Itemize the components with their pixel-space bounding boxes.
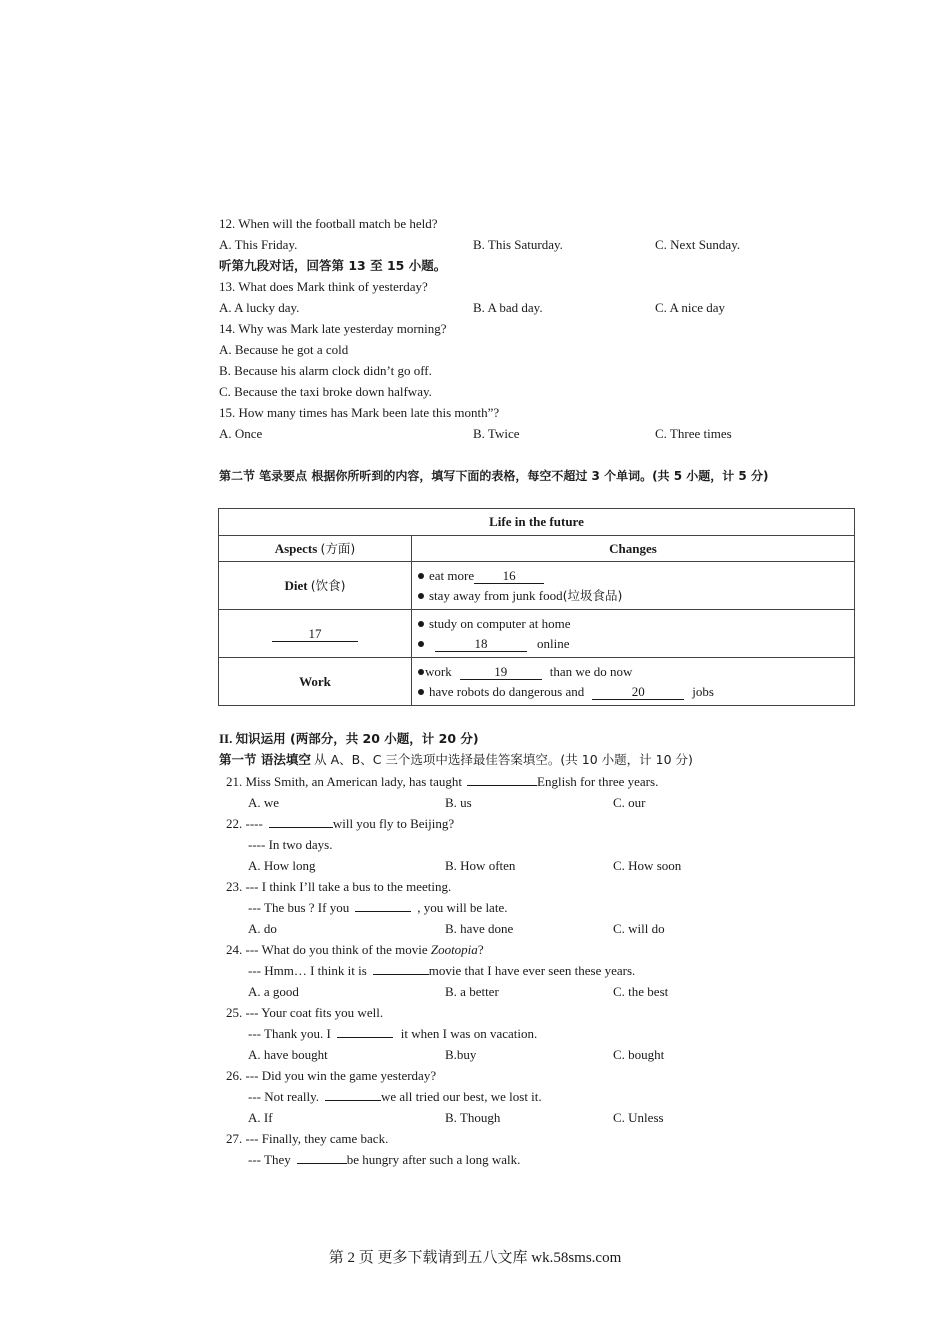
q24-line2-pre: --- Hmm… I think it is <box>248 963 367 978</box>
part-2-heading <box>219 731 479 747</box>
q27-post: be hungry after such a long walk. <box>346 1152 521 1167</box>
study-line-1 <box>418 614 848 634</box>
q27-pre: --- They <box>248 1152 291 1167</box>
q27-blank[interactable] <box>297 1163 347 1164</box>
q22-option-c: C. How soon <box>613 858 682 873</box>
question-13-stem: 13. What does Mark think of yesterday? <box>219 279 428 294</box>
q15-option-b: B. Twice <box>473 426 520 441</box>
q26-pre: --- Not really. <box>248 1089 319 1104</box>
q23-pre: --- The bus ? If you <box>248 900 350 915</box>
q13-option-c: C. A nice day <box>655 300 726 315</box>
section-1-title: 第一节 语法填空 <box>219 752 311 767</box>
question-26-line-1: 26. --- Did you win the game yesterday? <box>226 1068 437 1083</box>
question-27-line-2 <box>248 1152 520 1168</box>
row-work-label <box>219 658 412 706</box>
question-15-stem: 15. How many times has Mark been late this month”? <box>219 405 500 420</box>
q22-blank[interactable] <box>269 827 333 828</box>
q26-blank[interactable] <box>325 1100 381 1101</box>
q24-option-a: A. a good <box>248 984 299 999</box>
q26-option-a: A. If <box>248 1110 273 1125</box>
q23-blank[interactable] <box>355 911 411 912</box>
study-line-2 <box>418 634 848 654</box>
question-12-stem: 12. When will the football match be held? <box>219 216 438 231</box>
row-study-changes <box>412 610 855 658</box>
section-1-heading <box>219 752 693 768</box>
question-23-line-1: 23. --- I think I’ll take a bus to the meeting. <box>226 879 452 894</box>
row-diet-label <box>219 562 412 610</box>
q22-option-a: A. How long <box>248 858 316 873</box>
q25-option-b: B.buy <box>445 1047 477 1062</box>
q24-option-b: B. a better <box>445 984 499 999</box>
notes-table <box>218 508 855 706</box>
diet-line-1 <box>418 566 848 586</box>
work-line-1-pre: work <box>425 663 452 679</box>
q21-pre: 21. Miss Smith, an American lady, has taught <box>226 774 463 789</box>
q14-option-a: A. Because he got a cold <box>219 342 349 357</box>
q21-option-b: B. us <box>445 795 472 810</box>
blank-17[interactable]: 17 <box>272 627 358 642</box>
part-2-roman: II. <box>219 731 233 746</box>
diet-line-2-cn: (垃圾食品) <box>562 587 623 603</box>
q24-qmark: ? <box>477 942 484 957</box>
table-title: Life in the future <box>219 509 855 536</box>
aspects-label-cn: (方面) <box>320 540 356 556</box>
q25-pre: --- Thank you. I <box>248 1026 331 1041</box>
row-diet-changes <box>412 562 855 610</box>
diet-line-2-text: stay away from junk food <box>429 587 563 603</box>
diet-line-2 <box>418 586 848 606</box>
q24-pre: 24. --- What do you think of the movie <box>226 942 428 957</box>
blank-16[interactable]: 16 <box>474 569 544 584</box>
work-label: Work <box>299 673 331 689</box>
q25-option-a: A. have bought <box>248 1047 328 1062</box>
q24-line2-post: movie that I have ever seen these years. <box>428 963 636 978</box>
work-line-1 <box>418 662 848 682</box>
study-line-1-text: study on computer at home <box>429 615 571 631</box>
blank-20[interactable]: 20 <box>592 685 684 700</box>
q24-blank[interactable] <box>373 974 429 975</box>
q23-option-a: A. do <box>248 921 277 936</box>
question-21-stem <box>226 774 658 790</box>
q14-option-c: C. Because the taxi broke down halfway. <box>219 384 432 399</box>
page-footer: 第 2 页 更多下载请到五八文库 wk.58sms.com <box>328 1250 622 1266</box>
row-study-label <box>219 610 412 658</box>
part-2-title: 知识运用 (两部分，共 20 小题，计 20 分) <box>235 731 479 746</box>
q25-blank[interactable] <box>337 1037 393 1038</box>
q26-post: we all tried our best, we lost it. <box>381 1089 542 1104</box>
q12-option-c: C. Next Sunday. <box>655 237 741 252</box>
question-25-line-1: 25. --- Your coat fits you well. <box>226 1005 384 1020</box>
bullet-icon <box>418 641 424 647</box>
question-27-line-1: 27. --- Finally, they came back. <box>226 1131 389 1146</box>
q21-post: English for three years. <box>537 774 659 789</box>
q22-option-b: B. How often <box>445 858 516 873</box>
question-25-line-2 <box>248 1026 537 1042</box>
diet-line-1-text: eat more <box>429 567 475 583</box>
q15-option-a: A. Once <box>219 426 263 441</box>
aspects-label: Aspects <box>274 540 318 556</box>
q25-option-c: C. bought <box>613 1047 665 1062</box>
q26-option-c: C. Unless <box>613 1110 664 1125</box>
q12-option-b: B. This Saturday. <box>473 237 563 252</box>
question-22-stem <box>226 816 454 832</box>
study-line-2-post: online <box>537 635 570 651</box>
q15-option-c: C. Three times <box>655 426 732 441</box>
question-24-line-1 <box>226 942 484 958</box>
row-work-changes <box>412 658 855 706</box>
work-line-1-post: than we do now <box>549 663 633 679</box>
section-intro-13-15: 听第九段对话，回答第 13 至 15 小题。 <box>219 258 447 273</box>
q26-option-b: B. Though <box>445 1110 501 1125</box>
col-header-changes: Changes <box>412 536 855 562</box>
q21-option-c: C. our <box>613 795 646 810</box>
q24-movie-title: Zootopia <box>430 942 478 957</box>
question-24-line-2 <box>248 963 635 979</box>
q21-blank[interactable] <box>467 785 537 786</box>
question-14-stem: 14. Why was Mark late yesterday morning? <box>219 321 447 336</box>
q22-line-2: ---- In two days. <box>248 837 333 852</box>
section-1-instructions: 从 A、B、C 三个选项中选择最佳答案填空。(共 10 小题，计 10 分) <box>314 752 693 767</box>
q23-option-b: B. have done <box>445 921 514 936</box>
q21-option-a: A. we <box>248 795 280 810</box>
bullet-icon <box>418 669 424 675</box>
blank-19[interactable]: 19 <box>460 665 542 680</box>
q13-option-a: A. A lucky day. <box>219 300 300 315</box>
q23-post: , you will be late. <box>417 900 508 915</box>
diet-label: Diet <box>284 577 308 593</box>
bullet-icon <box>418 593 424 599</box>
section-2-heading: 第二节 笔录要点 根据你所听到的内容，填写下面的表格，每空不超过 3 个单词。(共 5 小题，计 5 分) <box>219 469 769 483</box>
work-line-2 <box>418 682 848 702</box>
q22-post: will you fly to Beijing? <box>332 816 455 831</box>
question-26-line-2 <box>248 1089 542 1105</box>
bullet-icon <box>418 621 424 627</box>
q24-option-c: C. the best <box>613 984 669 999</box>
q25-post: it when I was on vacation. <box>400 1026 538 1041</box>
q12-option-a: A. This Friday. <box>219 237 298 252</box>
q22-pre: 22. ---- <box>226 816 263 831</box>
bullet-icon <box>418 689 424 695</box>
work-line-2-post: jobs <box>692 683 714 699</box>
bullet-icon <box>418 573 424 579</box>
question-23-line-2 <box>248 900 507 916</box>
work-line-2-pre: have robots do dangerous and <box>429 683 585 699</box>
col-header-aspects <box>219 536 412 562</box>
q14-option-b: B. Because his alarm clock didn’t go off. <box>219 363 432 378</box>
blank-18[interactable]: 18 <box>435 637 527 652</box>
q23-option-c: C. will do <box>613 921 665 936</box>
diet-label-cn: (饮食) <box>310 577 346 593</box>
q13-option-b: B. A bad day. <box>473 300 543 315</box>
